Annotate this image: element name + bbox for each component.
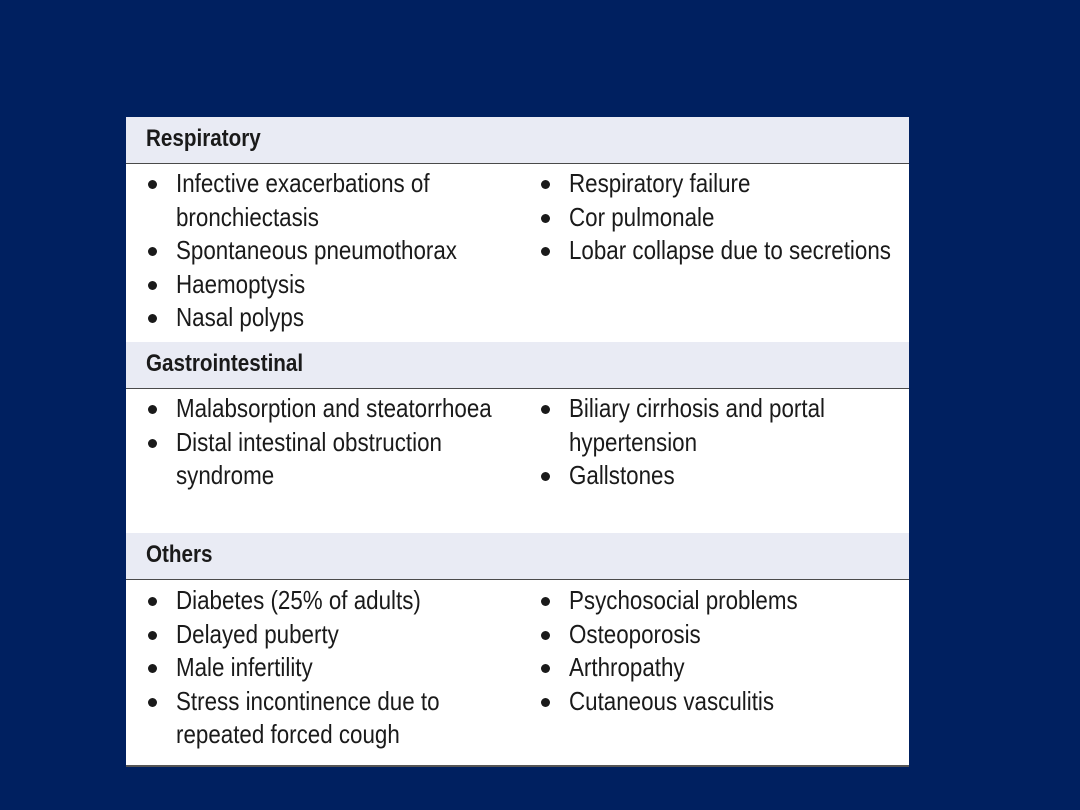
bullet-icon (541, 214, 550, 223)
section-header-respiratory (126, 117, 909, 164)
bullet-icon (541, 664, 550, 673)
list-item: Arthropathy (539, 651, 899, 685)
bullet-icon (148, 698, 157, 707)
list-item: Biliary cirrhosis and portal hypertension (539, 392, 899, 459)
complications-table (126, 117, 909, 767)
list-item: Psychosocial problems (539, 584, 899, 618)
section-header-others (126, 533, 909, 580)
bullet-icon (148, 180, 157, 189)
right-column (539, 584, 899, 718)
bullet-icon (148, 597, 157, 606)
bullet-icon (541, 631, 550, 640)
bullet-icon (541, 597, 550, 606)
section-title: Gastrointestinal (146, 350, 304, 377)
list-item: Lobar collapse due to secretions (539, 234, 899, 268)
list-item: Osteoporosis (539, 618, 899, 652)
right-column (539, 167, 899, 268)
list-item: Delayed puberty (146, 618, 526, 652)
list-item: Haemoptysis (146, 268, 526, 302)
bullet-icon (148, 439, 157, 448)
list-item: Nasal polyps (146, 301, 526, 335)
list-item: Cutaneous vasculitis (539, 685, 899, 719)
left-column (146, 392, 526, 493)
bullet-icon (148, 281, 157, 290)
list-item: Cor pulmonale (539, 201, 899, 235)
section-title: Others (146, 541, 213, 568)
list-item: Gallstones (539, 459, 899, 493)
right-column (539, 392, 899, 493)
bullet-icon (541, 180, 550, 189)
left-column (146, 167, 526, 335)
bullet-icon (541, 405, 550, 414)
section-body-respiratory (126, 167, 909, 342)
bullet-icon (541, 472, 550, 481)
list-item: Malabsorption and steatorrhoea (146, 392, 526, 426)
list-item: Spontaneous pneumothorax (146, 234, 526, 268)
left-column (146, 584, 526, 752)
bullet-icon (541, 247, 550, 256)
bullet-icon (541, 698, 550, 707)
list-item: Distal intestinal obstruction syndrome (146, 426, 526, 493)
bullet-icon (148, 314, 157, 323)
list-item: Stress incontinence due to repeated forced cough (146, 685, 526, 752)
list-item: Respiratory failure (539, 167, 899, 201)
bullet-icon (148, 405, 157, 414)
list-item: Male infertility (146, 651, 526, 685)
section-title: Respiratory (146, 125, 261, 152)
table-bottom-rule (126, 765, 909, 767)
section-header-gastrointestinal (126, 342, 909, 389)
bullet-icon (148, 247, 157, 256)
bullet-icon (148, 664, 157, 673)
section-body-gastrointestinal (126, 392, 909, 533)
section-body-others (126, 584, 909, 764)
list-item: Diabetes (25% of adults) (146, 584, 526, 618)
list-item: Infective exacerbations of bronchiectasis (146, 167, 526, 234)
bullet-icon (148, 631, 157, 640)
